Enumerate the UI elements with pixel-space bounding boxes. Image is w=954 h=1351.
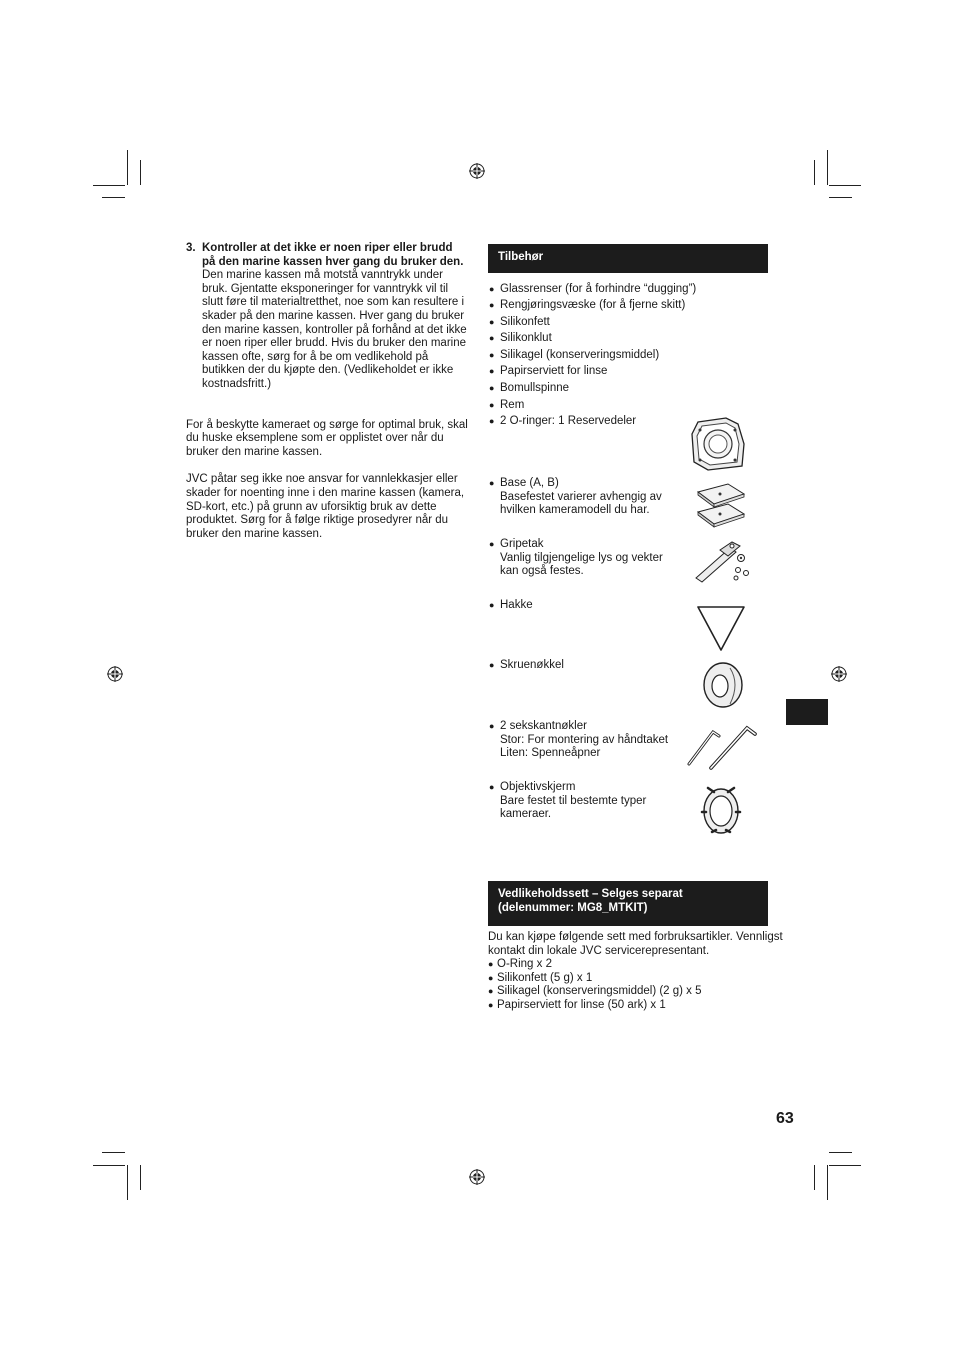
list-item-base: ● Base (A, B) Basefestet varierer avhengig av hvilken kameramodell du har. [489,477,662,517]
registration-target-icon [469,1169,485,1185]
registration-target-icon [107,666,123,682]
list-item-grip: ● Gripetak Vanlig tilgjengelige lys og vekter kan også festes. [489,538,663,578]
list-item: ● Silikagel (konserveringsmiddel) [489,349,660,361]
list-item-lens-shield: ● Objektivskjerm Bare festet til bestemte typer kameraer. [489,781,647,821]
left-column [186,242,468,541]
step-body: Den marine kassen må motstå vanntrykk under bruk. Gjentatte eksponeringer for vanntrykk vil til slutt føre til materialtretthet, noe som kan resultere i skader på den marine kassen. Hver gang du bruker den marine kassen, kontroller på forhånd at det ikke er noen riper eller brudd. Hvis du bruker den marine kassen ofte, sørg for å be om vedlikehold på butikken der du kjøpte den. (Vedlikeholdet er ikke kostnadsfritt.) [202,269,467,390]
list-item: ● Silikonfett [489,316,550,328]
registration-target-icon [831,666,847,682]
list-item-pick: ● Hakke [489,599,533,611]
pick-icon [696,604,746,652]
lens-shield-icon [698,782,744,838]
page-number: 63 [776,1110,794,1127]
paragraph-disclaimer: JVC påtar seg ikke noe ansvar for vannlekkasjer eller skader for noenting inne i den marine kassen (kamera, SD-kort, etc.) på grunn av uforsiktig bruk av dette produktet. Sørg for å følge riktige prosedyrer når du bruker den marine kassen. [186,473,465,540]
list-item: ● O-Ring x 2 [488,958,552,971]
list-item: ● Glassrenser (for å forhindre “dugging”) [489,283,697,295]
list-item: ● Rengjøringsvæske (for å fjerne skitt) [489,299,686,311]
list-item: ● Rem [489,399,525,411]
list-item: ● Silikonklut [489,332,552,344]
list-item: ● Papirserviett for linse (50 ark) x 1 [488,998,666,1011]
list-item: ● Papirserviett for linse [489,365,608,377]
step-title: Kontroller at det ikke er noen riper eller brudd på den marine kassen hver gang du bruker den. [202,242,464,268]
paragraph-usage: For å beskytte kameraet og sørge for optimal bruk, skal du huske eksemplene som er opplistet over når du bruker den marine kassen. [186,418,468,458]
maintenance-kit-section [488,931,788,1013]
grip-handle-icon [692,540,752,588]
hex-key-icon [685,724,759,772]
list-item: ● Silikagel (konserveringsmiddel) (2 g) x 5 [488,985,702,998]
list-item-hex-keys: ● 2 sekskantnøkler Stor: For montering av håndtaket Liten: Spenneåpner [489,720,669,760]
list-item: ● 2 O-ringer: 1 Reservedeler [489,415,637,427]
list-item: ● Silikonfett (5 g) x 1 [488,971,593,984]
maintenance-kit-heading: Vedlikeholdssett – Selges separat (delenummer: MG8_MTKIT) [488,881,768,926]
base-plate-icon [694,482,748,528]
wrench-ring-icon [700,660,746,710]
o-ring-gasket-icon [688,414,750,474]
registration-target-icon [469,163,485,179]
step-3 [186,242,468,392]
section-tab-marker [786,699,828,725]
accessories-heading: Tilbehør [488,244,768,273]
step-number: 3. [186,242,196,254]
list-item: ● Bomullspinne [489,382,570,394]
list-item-wrench: ● Skruenøkkel [489,659,564,671]
kit-intro: Du kan kjøpe følgende sett med forbruksartikler. Vennligst kontakt din lokale JVC servicerepresentant. [488,931,783,957]
